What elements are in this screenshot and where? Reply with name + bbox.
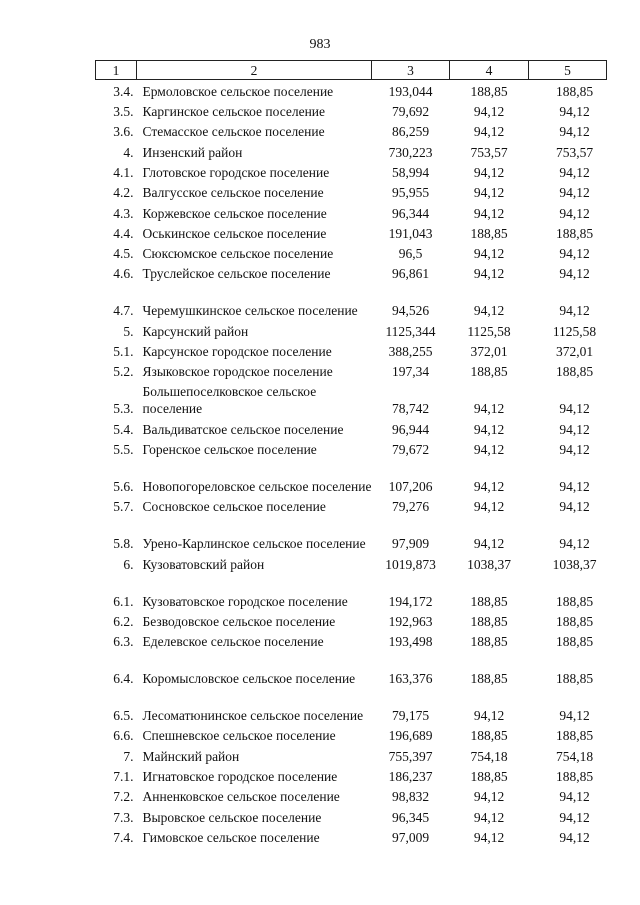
row-value-col4: 372,01 <box>470 344 508 360</box>
table-row <box>96 262 607 282</box>
row-value-col3: 193,044 <box>388 83 433 99</box>
row-value-col5: 188,85 <box>555 634 594 650</box>
row-name: Черемушкинское сельское поселение <box>142 303 358 319</box>
table-row <box>96 120 607 140</box>
row-number: 3.4. <box>113 83 134 99</box>
table-row <box>96 744 607 764</box>
row-value-col3: 191,043 <box>388 225 433 241</box>
row-value-col4: 94,12 <box>473 708 505 724</box>
table-row <box>96 140 607 160</box>
row-value-col4: 94,12 <box>473 266 505 282</box>
row-value-col3: 96,345 <box>391 809 430 825</box>
table-row <box>96 552 607 572</box>
row-name: Вальдиватское сельское поселение <box>142 421 344 437</box>
row-value-col4: 188,85 <box>470 671 508 687</box>
row-value-col4: 94,12 <box>473 441 505 457</box>
table-row <box>96 650 607 687</box>
table-row <box>96 282 607 319</box>
row-value-col4: 94,12 <box>473 809 505 825</box>
row-name: Оськинское сельское поселение <box>142 225 327 241</box>
table-row <box>96 515 607 552</box>
table-row <box>96 438 607 458</box>
row-value-col4: 94,12 <box>473 536 505 552</box>
row-value-col4: 188,85 <box>470 225 508 241</box>
row-name: Глотовское городское поселение <box>142 164 330 180</box>
row-value-col5: 94,12 <box>559 708 590 724</box>
row-number: 4.7. <box>113 303 134 319</box>
row-value-col4: 94,12 <box>473 164 505 180</box>
row-value-col3: 98,832 <box>391 789 430 805</box>
row-value-col4: 188,85 <box>470 83 508 99</box>
table-row <box>96 100 607 120</box>
table-row <box>96 805 607 825</box>
header-col-5: 5 <box>529 61 607 80</box>
row-number: 4.5. <box>113 246 134 262</box>
row-value-col4: 753,57 <box>470 144 508 160</box>
row-name: Новопогореловское сельское поселение <box>142 478 372 494</box>
row-number: 4.4. <box>113 225 134 241</box>
row-number: 7.2. <box>113 789 134 805</box>
row-name: Карсунский район <box>142 323 249 339</box>
table-row <box>96 687 607 724</box>
row-name: Горенское сельское поселение <box>142 441 317 457</box>
row-value-col5: 188,85 <box>555 613 594 629</box>
row-value-col4: 188,85 <box>470 613 508 629</box>
row-value-col3: 163,376 <box>388 671 433 687</box>
row-number: 7.1. <box>113 769 134 785</box>
row-number: 4.3. <box>113 205 134 221</box>
table-row <box>96 319 607 339</box>
row-value-col4: 94,12 <box>473 478 505 494</box>
row-value-col3: 86,259 <box>391 124 430 140</box>
row-value-col4: 188,85 <box>470 728 508 744</box>
table-row <box>96 340 607 360</box>
table-row <box>96 724 607 744</box>
row-value-col4: 188,85 <box>470 634 508 650</box>
row-number: 6. <box>123 556 134 572</box>
row-value-col4: 1125,58 <box>467 323 511 339</box>
row-value-col5: 94,12 <box>559 809 590 825</box>
row-value-col3: 193,498 <box>388 634 433 650</box>
row-number: 4.1. <box>113 164 134 180</box>
row-number: 3.5. <box>113 104 134 120</box>
row-value-col4: 188,85 <box>470 364 508 380</box>
row-value-col5: 1125,58 <box>552 323 597 339</box>
row-value-col3: 730,223 <box>388 144 433 160</box>
row-value-col3: 186,237 <box>388 769 433 785</box>
row-value-col4: 94,12 <box>473 789 505 805</box>
row-number: 6.4. <box>113 671 134 687</box>
row-value-col5: 188,85 <box>555 225 594 241</box>
row-value-col4: 754,18 <box>470 748 508 764</box>
row-name: Карсунское городское поселение <box>142 344 332 360</box>
row-value-col5: 94,12 <box>559 789 590 805</box>
row-value-col5: 188,85 <box>555 728 594 744</box>
header-col-3: 3 <box>372 61 450 80</box>
table-row <box>96 80 607 100</box>
row-value-col5: 94,12 <box>559 401 590 417</box>
row-number: 6.2. <box>113 613 134 629</box>
row-number: 4.6. <box>113 266 134 282</box>
table-row <box>96 630 607 650</box>
row-value-col3: 1019,873 <box>385 556 436 572</box>
row-value-col5: 94,12 <box>559 164 590 180</box>
row-value-col5: 94,12 <box>559 536 590 552</box>
row-value-col3: 194,172 <box>388 593 433 609</box>
page-number: 983 <box>309 37 331 52</box>
row-name: Майнский район <box>142 748 240 764</box>
row-number: 7.4. <box>113 829 134 845</box>
header-col-4: 4 <box>450 61 529 80</box>
row-value-col4: 94,12 <box>473 401 505 417</box>
row-value-col3: 97,909 <box>391 536 430 552</box>
table-row <box>96 785 607 805</box>
row-value-col3: 197,34 <box>391 364 430 380</box>
row-number: 5.4. <box>113 421 134 437</box>
row-name: Стемасское сельское поселение <box>142 124 325 140</box>
row-value-col5: 188,85 <box>555 593 594 609</box>
row-value-col5: 94,12 <box>559 303 590 319</box>
row-value-col3: 1125,344 <box>385 323 436 339</box>
row-value-col3: 79,175 <box>391 708 430 724</box>
row-value-col5: 372,01 <box>555 344 594 360</box>
table-row <box>96 161 607 181</box>
row-value-col4: 94,12 <box>473 421 505 437</box>
row-number: 5.1. <box>113 344 134 360</box>
row-number: 6.6. <box>113 728 134 744</box>
row-value-col5: 94,12 <box>559 205 590 221</box>
row-value-col5: 94,12 <box>559 421 590 437</box>
data-table <box>95 60 607 846</box>
row-value-col5: 94,12 <box>559 441 590 457</box>
row-value-col3: 79,692 <box>391 104 430 120</box>
row-value-col3: 388,255 <box>388 344 433 360</box>
row-name: Спешневское сельское поселение <box>142 728 336 744</box>
row-value-col3: 192,963 <box>388 613 433 629</box>
table-row <box>96 201 607 221</box>
row-value-col3: 755,397 <box>388 748 433 764</box>
row-name: Сюксюмское сельское поселение <box>142 246 334 262</box>
row-name: Коромысловское сельское поселение <box>142 671 356 687</box>
row-name: Сосновское сельское поселение <box>142 499 326 515</box>
row-value-col3: 95,955 <box>391 185 430 201</box>
row-name: Безводовское сельское поселение <box>142 613 336 629</box>
row-value-col5: 188,85 <box>555 769 594 785</box>
row-value-col4: 94,12 <box>473 185 505 201</box>
row-name: Лесоматюнинское сельское поселение <box>142 708 364 724</box>
row-number: 3.6. <box>113 124 134 140</box>
table-row <box>96 242 607 262</box>
row-number: 5.3. <box>113 401 134 417</box>
row-value-col3: 79,276 <box>391 499 430 515</box>
row-value-col5: 94,12 <box>559 104 590 120</box>
row-name: Игнатовское городское поселение <box>142 769 338 785</box>
row-name: Выровское сельское поселение <box>142 809 322 825</box>
row-value-col3: 96,944 <box>391 421 430 437</box>
table-row <box>96 458 607 495</box>
row-value-col5: 188,85 <box>555 364 594 380</box>
table-row <box>96 765 607 785</box>
row-value-col5: 94,12 <box>559 499 590 515</box>
row-value-col5: 94,12 <box>559 246 590 262</box>
row-value-col4: 94,12 <box>473 829 505 845</box>
table-row <box>96 826 607 846</box>
row-number: 5.8. <box>113 536 134 552</box>
row-name: Каргинское сельское поселение <box>142 104 326 120</box>
row-name: Кузоватовский район <box>142 556 265 572</box>
row-name: Ермоловское сельское поселение <box>142 83 334 99</box>
row-value-col5: 94,12 <box>559 124 590 140</box>
header-col-1: 1 <box>96 61 137 80</box>
table-row <box>96 380 607 417</box>
row-value-col5: 753,57 <box>555 144 594 160</box>
row-name: Коржевское сельское поселение <box>142 205 327 221</box>
row-value-col4: 94,12 <box>473 246 505 262</box>
table-header <box>96 61 607 80</box>
row-number: 5.2. <box>113 364 134 380</box>
row-name: Анненковское сельское поселение <box>142 789 340 805</box>
row-value-col4: 94,12 <box>473 303 505 319</box>
row-value-col4: 94,12 <box>473 499 505 515</box>
row-value-col4: 1038,37 <box>467 556 511 572</box>
row-name: Еделевское сельское поселение <box>142 634 324 650</box>
row-name: Языковское городское поселение <box>142 364 333 380</box>
row-number: 7.3. <box>113 809 134 825</box>
row-value-col5: 188,85 <box>555 83 594 99</box>
row-name: Инзенский район <box>142 144 243 160</box>
row-value-col4: 94,12 <box>473 104 505 120</box>
row-name: Гимовское сельское поселение <box>142 829 320 845</box>
row-value-col4: 94,12 <box>473 124 505 140</box>
row-value-col3: 78,742 <box>391 401 430 417</box>
row-value-col5: 94,12 <box>559 478 590 494</box>
header-col-2: 2 <box>137 61 372 80</box>
table-row <box>96 573 607 610</box>
table-body <box>96 80 607 846</box>
row-value-col3: 94,526 <box>391 303 430 319</box>
row-name: Большепоселковское сельское поселение <box>142 384 317 417</box>
row-value-col5: 94,12 <box>559 185 590 201</box>
row-number: 5. <box>123 323 134 339</box>
row-value-col3: 96,861 <box>391 266 430 282</box>
row-name: Кузоватовское городское поселение <box>142 593 348 609</box>
row-number: 4.2. <box>113 185 134 201</box>
row-value-col3: 107,206 <box>388 478 433 494</box>
row-number: 6.3. <box>113 634 134 650</box>
row-value-col5: 94,12 <box>559 829 590 845</box>
row-number: 6.1. <box>113 593 134 609</box>
row-value-col3: 58,994 <box>391 164 430 180</box>
row-value-col3: 96,5 <box>398 246 423 262</box>
row-number: 5.5. <box>113 441 134 457</box>
row-number: 4. <box>123 144 134 160</box>
table-row <box>96 495 607 515</box>
row-value-col5: 1038,37 <box>552 556 597 572</box>
table-row <box>96 610 607 630</box>
row-value-col3: 79,672 <box>391 441 430 457</box>
row-value-col4: 94,12 <box>473 205 505 221</box>
row-value-col3: 196,689 <box>388 728 433 744</box>
table-row <box>96 222 607 242</box>
row-name: Валгусское сельское поселение <box>142 185 324 201</box>
row-value-col5: 188,85 <box>555 671 594 687</box>
row-number: 5.7. <box>113 499 134 515</box>
row-value-col4: 188,85 <box>470 593 508 609</box>
table-row <box>96 360 607 380</box>
row-number: 7. <box>123 748 134 764</box>
table-row <box>96 181 607 201</box>
row-name: Труслейское сельское поселение <box>142 266 331 282</box>
row-value-col5: 94,12 <box>559 266 590 282</box>
row-value-col4: 188,85 <box>470 769 508 785</box>
row-number: 6.5. <box>113 708 134 724</box>
row-value-col5: 754,18 <box>555 748 594 764</box>
row-name: Урено-Карлинское сельское поселение <box>142 536 366 552</box>
row-number: 5.6. <box>113 478 134 494</box>
row-value-col3: 96,344 <box>391 205 430 221</box>
row-value-col3: 97,009 <box>391 829 430 845</box>
table-row <box>96 417 607 437</box>
